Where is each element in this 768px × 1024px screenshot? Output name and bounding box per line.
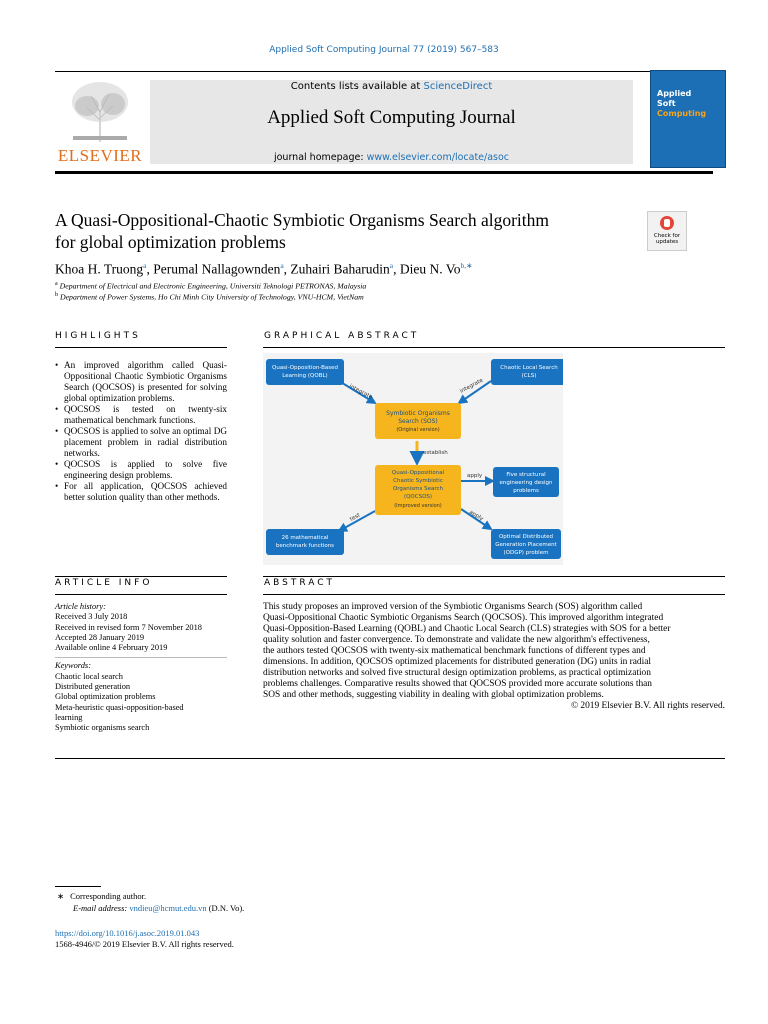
header-thick-rule (55, 171, 713, 174)
abstract-copyright: © 2019 Elsevier B.V. All rights reserved. (570, 701, 725, 711)
graphical-abstract-heading: GRAPHICAL ABSTRACT (264, 331, 420, 341)
doi-link[interactable]: https://doi.org/10.1016/j.asoc.2019.01.043 (55, 928, 200, 938)
highlights-heading: HIGHLIGHTS (55, 331, 141, 341)
author[interactable]: Khoa H. Truong (55, 261, 144, 277)
footnote-rule (55, 886, 101, 887)
keyword: Global optimization problems (55, 692, 156, 702)
sciencedirect-link[interactable]: ScienceDirect (423, 81, 493, 92)
history-label: Article history: (55, 602, 106, 611)
corresponding-author-footnote: ∗ Corresponding author. E-mail address: vndieu@hcmut.edu.vn (D.N. Vo). (57, 891, 245, 913)
cover-line-3: Computing (657, 109, 707, 118)
highlights-rule (55, 347, 227, 348)
graphical-abstract-rule (263, 347, 725, 348)
elsevier-logo (55, 76, 145, 166)
svg-text:Generation Placement: Generation Placement (495, 542, 557, 548)
svg-text:Five structural: Five structural (506, 472, 546, 478)
svg-text:Search (SOS): Search (SOS) (398, 418, 438, 425)
highlight-item: • An improved algorithm called Quasi-Oppositional Chaotic Symbiotic Organisms Search (QOCSOS) is presented for solving global optimization problems. (55, 360, 227, 404)
doi-block (55, 928, 555, 950)
article-info (55, 602, 255, 734)
svg-text:Quasi-Opposition-Based: Quasi-Opposition-Based (272, 365, 338, 371)
svg-text:Symbiotic Organisms: Symbiotic Organisms (386, 410, 450, 417)
svg-text:Learning (QOBL): Learning (QOBL) (282, 373, 328, 379)
front-matter-bottom-rule (55, 758, 725, 759)
email-link[interactable]: vndieu@hcmut.edu.vn (129, 903, 207, 913)
svg-text:Chaotic Symbiotic: Chaotic Symbiotic (393, 478, 443, 484)
cover-line-2: Soft (657, 99, 676, 108)
contents-line: Contents lists available at ScienceDirect (290, 81, 493, 92)
box-cls (491, 359, 563, 385)
highlight-item: • QOCSOS is applied to solve five engineering design problems. (55, 459, 227, 481)
affiliation: $^a$ Department of Electrical and Electronic Engineering, Universiti Teknologi PETRONAS, Malaysia (55, 281, 367, 291)
svg-text:(QOCSOS): (QOCSOS) (403, 494, 433, 500)
author[interactable]: Perumal Nallagownden (153, 261, 281, 277)
check-for-updates-badge[interactable]: Check for updates (647, 211, 687, 251)
history-item: Received in revised form 7 November 2018 (55, 622, 202, 632)
abstract-body: This study proposes an improved version of the Symbiotic Organisms Search (SOS) algorithm called Quasi-Oppositional Chaotic Symbiotic Organisms Search (QOCSOS). This improved algorithm integrated Quasi-Opposition-Based Learning (QOBL) and Chaotic Local Search (CLS) strategies with SOS for a better quality solution and faster convergence. To demonstrate and validate the new algorithm's effectiveness, the authors tested QOCSOS with twenty-six mathematical benchmark functions of different types and dimensions. In addition, QOCSOS optimized placements for distributed generation (DG) units in radial distribution networks and solved five structural design optimization problems, as practical optimization problems challenges. Comparative results showed that QOCSOS provided more accurate solutions than SOS and other methods, suggesting viability in dealing with global optimization problems. © 2019 Elsevier B.V. All rights reserved. (263, 602, 725, 711)
graphical-abstract-diagram (263, 353, 563, 565)
box-benchmark (266, 529, 344, 555)
svg-text:(CLS): (CLS) (521, 373, 537, 379)
svg-text:Chaotic Local Search: Chaotic Local Search (500, 365, 558, 371)
svg-text:(ODGP) problem: (ODGP) problem (503, 550, 549, 556)
svg-text:(Original version): (Original version) (396, 427, 440, 433)
edge-label-establish: establish (423, 450, 448, 456)
svg-text:Quasi-Oppositional: Quasi-Oppositional (391, 470, 445, 476)
abstract-heading: ABSTRACT (264, 578, 336, 588)
svg-text:Organisms Search: Organisms Search (392, 486, 444, 492)
history-item: Received 3 July 2018 (55, 612, 128, 622)
homepage-link[interactable]: www.elsevier.com/locate/asoc (366, 152, 510, 163)
keyword: Symbiotic organisms search (55, 723, 150, 733)
info-divider (55, 657, 227, 658)
highlights-list (55, 360, 227, 503)
journal-title: Applied Soft Computing Journal (267, 107, 516, 128)
highlight-item: • For all application, QOCSOS achieved better solution quality than other methods. (55, 481, 227, 503)
keyword: Meta-heuristic quasi-opposition-based (55, 702, 184, 712)
homepage-line: journal homepage: www.elsevier.com/locate/asoc (273, 152, 510, 163)
keywords-label: Keywords: (55, 661, 91, 671)
svg-text:Optimal Distributed: Optimal Distributed (498, 534, 554, 540)
cover-line-1: Applied (657, 89, 692, 98)
graphical-abstract-figure (263, 353, 563, 565)
edge-label-test: test (349, 512, 362, 523)
keyword: Chaotic local search (55, 671, 123, 681)
abstract-rule (263, 594, 725, 595)
svg-text:engineering design: engineering design (499, 480, 553, 486)
issn-line: 1568-4946/© 2019 Elsevier B.V. All rights reserved. (55, 939, 234, 949)
header-rule (55, 71, 713, 72)
edge-label-apply: apply (468, 509, 485, 523)
edge-label-integrate: integrate (459, 377, 485, 395)
article-info-heading: ARTICLE INFO (55, 578, 153, 588)
affiliation: $^b$ Department of Power Systems, Ho Chi Minh City University of Technology, VNU-HCM, VietNam (55, 292, 364, 302)
history-item: Available online 4 February 2019 (55, 643, 168, 653)
check-updates-icon (660, 216, 674, 230)
highlight-item: • QOCSOS is tested on twenty-six mathematical benchmark functions. (55, 404, 227, 426)
edge-label-integrate: integrate (348, 383, 374, 401)
highlight-item: • QOCSOS is applied to solve an optimal DG placement problem in radial distribution networks. (55, 426, 227, 459)
article-info-rule (55, 594, 227, 595)
svg-text:benchmark functions: benchmark functions (275, 543, 335, 549)
author[interactable]: Dieu N. Vo (399, 261, 461, 277)
keyword: learning (55, 712, 83, 722)
svg-text:(Improved version): (Improved version) (394, 503, 442, 509)
author[interactable]: Zuhairi Baharudin (290, 261, 390, 277)
article-info-top-rule (55, 576, 227, 577)
edge-label-apply: apply (467, 473, 483, 479)
keyword: Distributed generation (55, 682, 131, 692)
journal-cover[interactable] (650, 70, 726, 168)
svg-text:26 mathematical: 26 mathematical (281, 535, 329, 541)
author-list: Khoa H. Truong$^a$, Perumal Nallagownden$^a$, Zuhairi Baharudin$^a$, Dieu N. $Vo^{b,∗}$ (55, 261, 473, 277)
elsevier-tree-icon (67, 80, 133, 144)
box-qobl (266, 359, 344, 385)
paper-title: A Quasi-Oppositional-Chaotic Symbiotic Organisms Search algorithm for global optimization problems (55, 210, 549, 252)
abstract-top-rule (263, 576, 725, 577)
journal-reference[interactable]: Applied Soft Computing Journal 77 (2019) 567–583 (269, 45, 499, 55)
history-item: Accepted 28 January 2019 (55, 632, 145, 642)
elsevier-wordmark: ELSEVIER (57, 146, 143, 165)
svg-text:problems: problems (513, 488, 539, 494)
